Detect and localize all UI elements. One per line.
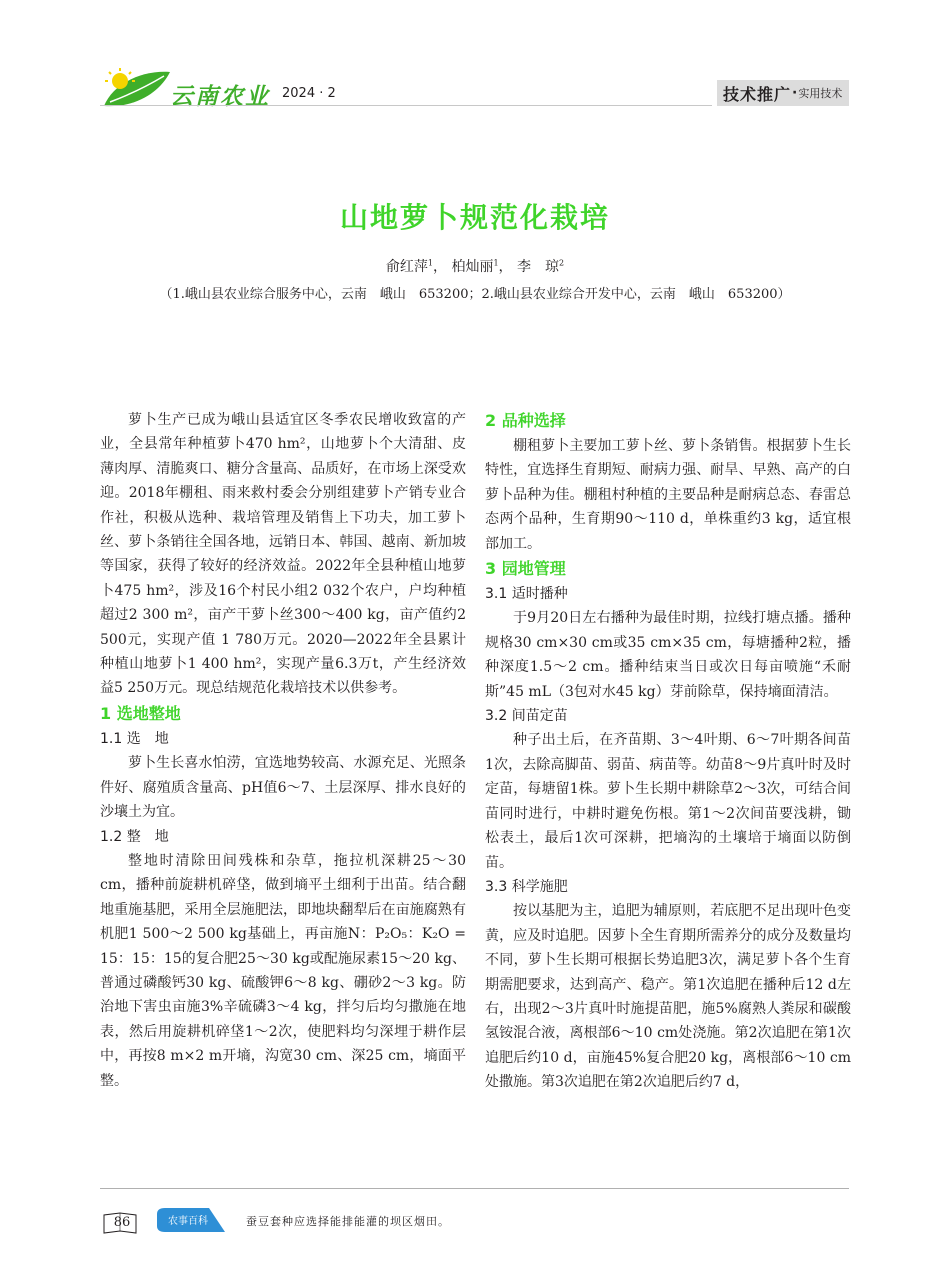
body-paragraph: 种子出土后，在齐苗期、3～4叶期、6～7叶期各间苗1次，去除高脚苗、弱苗、病苗等。幼苗8～9片真叶时及时定苗，每塘留1株。萝卜生长期中耕除草2～3次，可结合间苗同时进行，中耕时避免伤根。第1～2次间苗要浅耕，锄松表土，最后1次可深耕，把墒沟的土壤培于墒面以防倒苗。 xyxy=(485,732,851,871)
author-separator: ， xyxy=(498,259,513,275)
subsection-heading: 1.1 选 地 xyxy=(100,730,169,747)
subsection-heading: 1.2 整 地 xyxy=(100,828,169,845)
section-label xyxy=(717,80,849,106)
body-paragraph: 萝卜生长喜水怕涝，宜选地势较高、水源充足、光照条件好、腐殖质含量高、pH值6～7、土层深厚、排水良好的沙壤土为宜。 xyxy=(100,755,466,821)
author-name: 俞红萍 xyxy=(385,259,428,275)
subsection-heading: 3.3 科学施肥 xyxy=(485,878,568,895)
author-name: 李 琼 xyxy=(517,259,559,275)
body-paragraph: 棚租萝卜主要加工萝卜丝、萝卜条销售。根据萝卜生长特性，宜选择生育期短、耐病力强、耐旱、早熟、高产的白萝卜品种为佳。棚租村种植的主要品种是耐病总态、春雷总态两个品种，生育期90～110 d，单株重约3 kg，适宜根部加工。 xyxy=(485,438,851,552)
intro-paragraph: 萝卜生产已成为峨山县适宜区冬季农民增收致富的产业，全县常年种植萝卜470 hm²，山地萝卜个大清甜、皮薄肉厚、清脆爽口、糖分含量高、品质好，在市场上深受欢迎。2018年棚租、雨来救村委会分别组建萝卜产销专业合作社，积极从选种、栽培管理及销售上下功夫，加工萝卜丝、萝卜条销往全国各地，远销日本、韩国、越南、新加坡等国家，获得了较好的经济效益。2022年全县种植山地萝卜475 hm²，涉及16个村民小组2 032个农户，户均种植超过2 300 m²，亩产干萝卜丝300～400 kg，亩产值约2 500元，实现产值 1 780万元。2020—2022年全县累计种植山地萝卜1 400 hm²，实现产量6.3万t，产生经济效益5 250万元。现总结规范化栽培技术以供参考。 xyxy=(100,412,466,697)
body-paragraph: 整地时清除田间残株和杂草，拖拉机深耕25～30 cm，播种前旋耕机碎垡，做到墒平土细利于出苗。结合翻地重施基肥，采用全层施肥法，即地块翻犁后在亩施腐熟有机肥1 500～2 500 kg基础上，再亩施N：P₂O₅：K₂O = 15：15：15的复合肥25～30 kg或配施尿素15～20 kg、普通过磷酸钙30 kg、硫酸钾6～8 kg、硼砂2～3 kg。防治地下害虫亩施3%辛硫磷3～4 kg，拌匀后均匀撒施在地表，然后用旋耕机碎垡1～2次，使肥料均匀深埋于耕作层中，再按8 m×2 m开墒，沟宽30 cm、深25 cm，墒面平整。 xyxy=(100,852,466,1089)
section-heading: 2 品种选择 xyxy=(485,411,566,430)
author-affil-mark: 1 xyxy=(493,258,499,268)
issue-number: 2024 · 2 xyxy=(282,86,336,101)
section-heading: 1 选地整地 xyxy=(100,703,181,723)
author-name: 柏灿丽 xyxy=(451,259,494,275)
page-number: 86 xyxy=(113,1215,131,1230)
affiliation-line: （1.峨山县农业综合服务中心，云南 峨山 653200；2.峨山县农业综合开发中心，云南 峨山 653200） xyxy=(159,287,791,302)
author-affil-mark: 1 xyxy=(427,258,433,268)
left-column xyxy=(100,408,466,1093)
magazine-name: 云南农业 xyxy=(170,83,270,110)
body-paragraph: 按以基肥为主，追肥为辅原则，若底肥不足出现叶色变黄，应及时追肥。因萝卜全生育期所需养分的成分及数量均不同，萝卜生长期可根据长势追肥3次，满足萝卜各个生育期需肥要求，达到高产、稳产。第1次追肥在播种后12 d左右，出现2～3片真叶时施提苗肥，施5%腐熟人粪尿和碳酸氢铵混合液，离根部6～10 cm处浇施。第2次追肥在第1次追肥后约10 d，亩施45%复合肥20 kg，离根部6～10 cm处撒施。第3次追肥在第2次追肥后约7 d， xyxy=(485,903,851,1091)
footer-tip: 蚕豆套种应选择能排能灌的坝区烟田。 xyxy=(246,1215,450,1228)
section-dot: · xyxy=(792,85,798,101)
author-separator: ， xyxy=(433,259,447,275)
footer-tab-label: 农事百科 xyxy=(168,1216,208,1227)
section-main: 技术推广 xyxy=(723,84,792,104)
sun-leaf-logo-icon xyxy=(100,66,172,110)
header-divider xyxy=(100,105,712,106)
footer-divider xyxy=(100,1188,849,1189)
article-title: 山地萝卜规范化栽培 xyxy=(339,201,610,234)
subsection-heading: 3.2 间苗定苗 xyxy=(485,708,568,725)
author-line xyxy=(0,256,950,276)
subsection-heading: 3.1 适时播种 xyxy=(485,586,568,603)
section-sub: 实用技术 xyxy=(798,87,843,100)
section-heading: 3 园地管理 xyxy=(485,559,566,579)
body-paragraph: 于9月20日左右播种为最佳时期，拉线打塘点播。播种规格30 cm×30 cm或35 cm×35 cm，每塘播种2粒，播种深度1.5～2 cm。播种结束当日或次日每亩喷施“禾耐斯”45 mL（3包对水45 kg）芽前除草，保持墒面清洁。 xyxy=(485,610,851,700)
author-affil-mark: 2 xyxy=(559,258,565,268)
right-column xyxy=(485,408,851,1095)
